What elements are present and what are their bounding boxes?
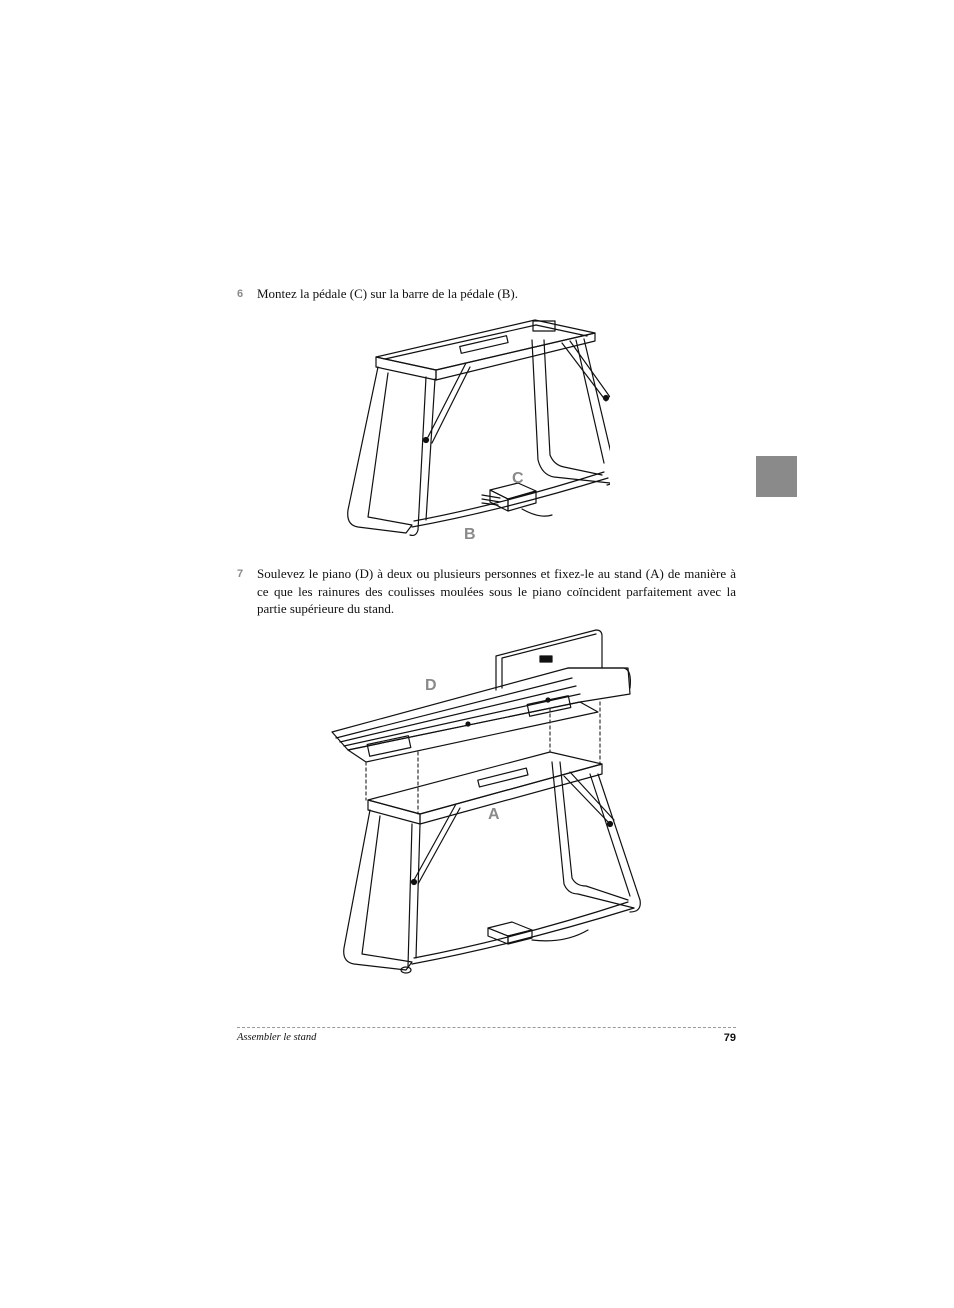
callout-d: D [425, 677, 437, 694]
step-text-6: Montez la pédale (C) sur la barre de la pédale (B). [257, 286, 518, 301]
footer-divider [237, 1027, 736, 1028]
callout-b: B [464, 526, 476, 543]
page-number: 79 [723, 1032, 736, 1044]
section-tab-marker [756, 456, 797, 497]
step-number-6: 6 [237, 288, 244, 300]
pedal-assembly-illustration [340, 315, 610, 545]
footer-section-title: Assembler le stand [237, 1032, 317, 1043]
callout-a: A [488, 806, 500, 823]
step-text-7: Soulevez le piano (D) à deux ou plusieurs personnes et fixez-le au stand (A) de manière à ce que les rainures des coulisses moulées sous le piano coïncident parfaitement avec la partie supérieure du stand. [257, 566, 736, 616]
step-number-7: 7 [237, 568, 244, 580]
piano-mounting-illustration [328, 628, 644, 978]
callout-c: C [512, 470, 524, 487]
